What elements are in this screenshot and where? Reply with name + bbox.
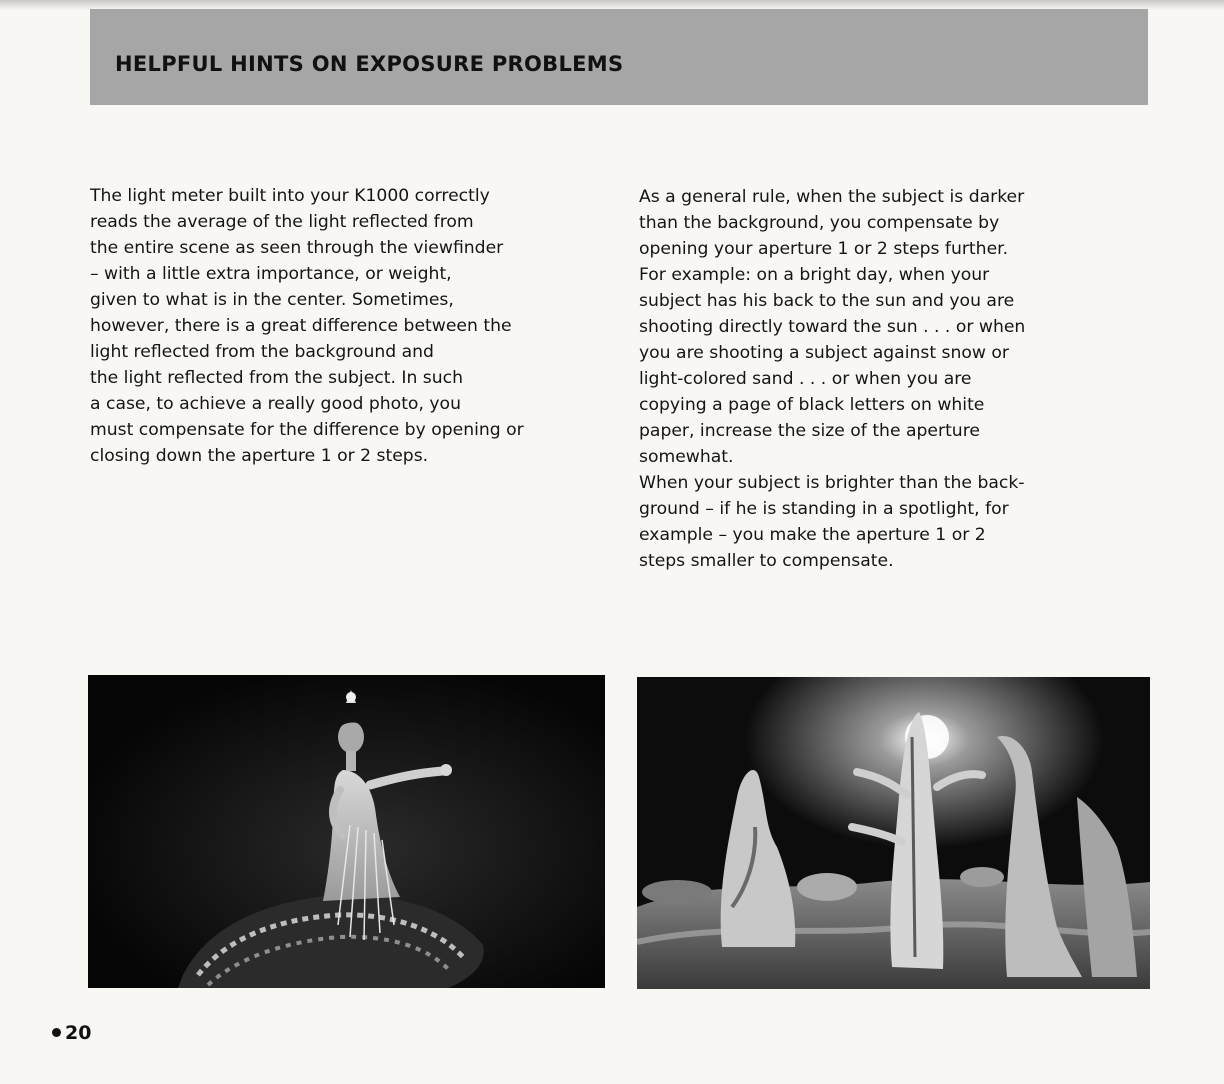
right-text-column (639, 184, 1129, 574)
text-line: opening your aperture 1 or 2 steps further. (639, 239, 1009, 259)
dancer-photo-illustration (88, 675, 605, 988)
text-line: shooting directly toward the sun . . . or when (639, 317, 1026, 337)
snow-trees-photo (637, 677, 1150, 989)
text-line: paper, increase the size of the aperture (639, 421, 980, 441)
text-line: however, there is a great difference between the (90, 316, 512, 336)
text-line: steps smaller to compensate. (639, 551, 894, 571)
text-line: light reflected from the background and (90, 342, 434, 362)
text-line: light-colored sand . . . or when you are (639, 369, 972, 389)
text-line: reads the average of the light reflected from (90, 212, 474, 232)
text-line: subject has his back to the sun and you are (639, 291, 1015, 311)
text-line: must compensate for the difference by opening or (90, 420, 524, 440)
text-line: closing down the aperture 1 or 2 steps. (90, 446, 429, 466)
text-line: copying a page of black letters on white (639, 395, 985, 415)
bullet-icon (52, 1028, 61, 1037)
text-line: the entire scene as seen through the viewfinder (90, 238, 504, 258)
text-line: As a general rule, when the subject is darker (639, 187, 1025, 207)
text-line: the light reflected from the subject. In such (90, 368, 463, 388)
left-text-column (90, 183, 620, 469)
page-title: HELPFUL HINTS ON EXPOSURE PROBLEMS (115, 52, 624, 76)
text-line: example – you make the aperture 1 or 2 (639, 525, 986, 545)
text-line: somewhat. (639, 447, 734, 467)
text-line: ground – if he is standing in a spotlight, for (639, 499, 1009, 519)
page-number (52, 1022, 91, 1044)
text-line: For example: on a bright day, when your (639, 265, 990, 285)
text-line: than the background, you compensate by (639, 213, 1000, 233)
text-line: given to what is in the center. Sometimes, (90, 290, 454, 310)
dancer-photo (88, 675, 605, 988)
text-line: you are shooting a subject against snow or (639, 343, 1009, 363)
page-number-value: 20 (65, 1022, 92, 1044)
text-line: When your subject is brighter than the back- (639, 473, 1025, 493)
snow-trees-illustration (637, 677, 1150, 989)
text-line: – with a little extra importance, or weight, (90, 264, 452, 284)
text-line: The light meter built into your K1000 correctly (90, 186, 490, 206)
text-line: a case, to achieve a really good photo, you (90, 394, 461, 414)
